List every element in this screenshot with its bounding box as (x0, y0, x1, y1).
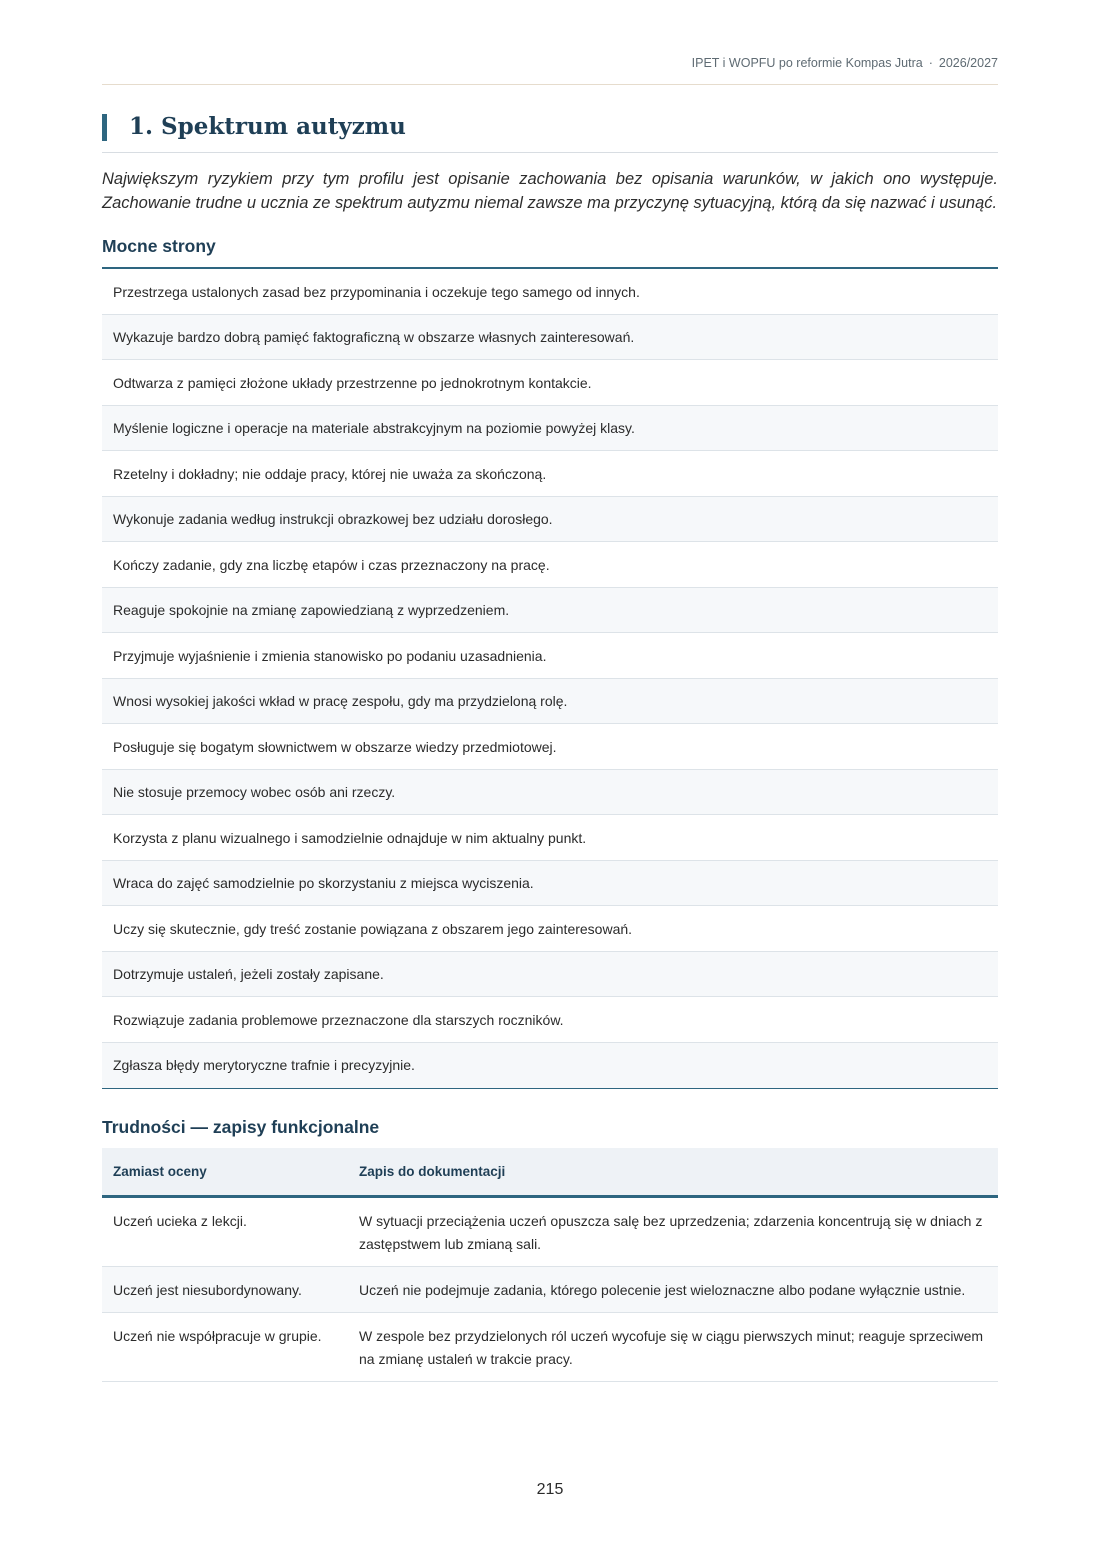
strength-item: Przestrzega ustalonych zasad bez przypominania i oczekuje tego samego od innych. (102, 269, 998, 315)
table-row (102, 1313, 998, 1382)
strength-item: Zgłasza błędy merytoryczne trafnie i precyzyjnie. (102, 1043, 998, 1088)
column-header-instead-of-assessment: Zamiast oceny (102, 1148, 348, 1197)
difficulties-heading: Trudności — zapisy funkcjonalne (102, 1117, 380, 1137)
table-row (102, 1197, 998, 1267)
strength-item: Dotrzymuje ustaleń, jeżeli zostały zapisane. (102, 952, 998, 997)
strength-item: Wykonuje zadania według instrukcji obrazkowej bez udziału dorosłego. (102, 497, 998, 542)
assessment-cell: Uczeń jest niesubordynowany. (102, 1267, 348, 1313)
strength-item: Wraca do zajęć samodzielnie po skorzystaniu z miejsca wyciszenia. (102, 861, 998, 906)
section-lead: Największym ryzykiem przy tym profilu jest opisanie zachowania bez opisania warunków, w jakich ono występuje. Zachowanie trudne u ucznia ze spektrum autyzmu niemal zawsze ma przyczynę sytuacyjną, którą da się nazwać i usunąć. (102, 170, 998, 212)
strength-item: Posługuje się bogatym słownictwem w obszarze wiedzy przedmiotowej. (102, 724, 998, 770)
strength-item: Wykazuje bardzo dobrą pamięć faktograficzną w obszarze własnych zainteresowań. (102, 315, 998, 360)
strength-item: Wnosi wysokiej jakości wkład w pracę zespołu, gdy ma przydzieloną rolę. (102, 679, 998, 724)
heading-accent-bar (102, 114, 107, 141)
running-header-title: IPET i WOPFU po reformie Kompas Jutra (691, 56, 923, 70)
running-header-year: 2026/2027 (938, 56, 998, 70)
strength-item: Myślenie logiczne i operacje na materiale abstrakcyjnym na poziomie powyżej klasy. (102, 406, 998, 451)
running-header-separator: · (928, 56, 933, 70)
strength-item: Uczy się skutecznie, gdy treść zostanie powiązana z obszarem jego zainteresowań. (102, 906, 998, 952)
difficulties-table (102, 1148, 998, 1382)
column-header-documentation-entry: Zapis do dokumentacji (348, 1148, 998, 1197)
strength-item: Kończy zadanie, gdy zna liczbę etapów i czas przeznaczony na pracę. (102, 542, 998, 588)
assessment-cell: Uczeń nie współpracuje w grupie. (102, 1313, 348, 1382)
documentation-cell: Uczeń nie podejmuje zadania, którego polecenie jest wieloznaczne albo podane wyłącznie ustnie. (348, 1267, 998, 1313)
header-divider (102, 84, 998, 85)
strength-item: Rozwiązuje zadania problemowe przeznaczone dla starszych roczników. (102, 997, 998, 1043)
running-header (102, 56, 998, 70)
page-number: 215 (536, 1481, 564, 1498)
strength-item: Rzetelny i dokładny; nie oddaje pracy, której nie uważa za skończoną. (102, 451, 998, 497)
strengths-heading: Mocne strony (102, 236, 216, 256)
table-row (102, 1267, 998, 1313)
section-heading-block (102, 112, 998, 153)
table-header-row (102, 1148, 998, 1197)
assessment-cell: Uczeń ucieka z lekcji. (102, 1197, 348, 1267)
documentation-cell: W sytuacji przeciążenia uczeń opuszcza salę bez uprzedzenia; zdarzenia koncentrują się w dniach z zastępstwem lub zmianą sali. (348, 1197, 998, 1267)
strengths-list (102, 267, 998, 1089)
strength-item: Korzysta z planu wizualnego i samodzielnie odnajduje w nim aktualny punkt. (102, 815, 998, 861)
documentation-cell: W zespole bez przydzielonych ról uczeń wycofuje się w ciągu pierwszych minut; reaguje sprzeciwem na zmianę ustaleń w trakcie pracy. (348, 1313, 998, 1382)
strength-item: Odtwarza z pamięci złożone układy przestrzenne po jednokrotnym kontakcie. (102, 360, 998, 406)
strength-item: Nie stosuje przemocy wobec osób ani rzeczy. (102, 770, 998, 815)
section-heading: 1. Spektrum autyzmu (129, 113, 406, 140)
strength-item: Reaguje spokojnie na zmianę zapowiedzianą z wyprzedzeniem. (102, 588, 998, 633)
strength-item: Przyjmuje wyjaśnienie i zmienia stanowisko po podaniu uzasadnienia. (102, 633, 998, 679)
